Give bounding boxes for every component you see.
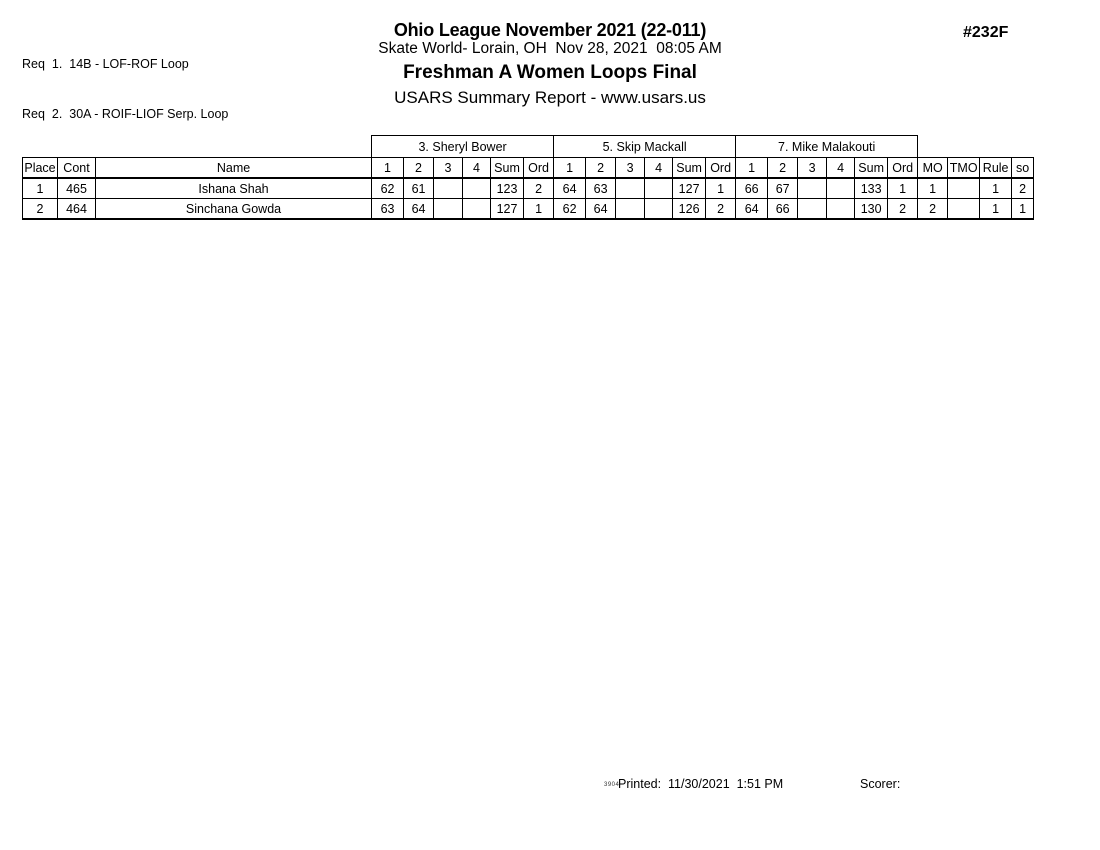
mo-cell: 2 xyxy=(918,199,948,220)
ord-cell: 1 xyxy=(524,199,554,220)
printed-timestamp: Printed: 11/30/2021 1:51 PM xyxy=(618,777,784,791)
col-tmo: TMO xyxy=(948,158,980,179)
col-j3-3: 3 xyxy=(798,158,827,179)
results-table xyxy=(22,135,1034,220)
report-type-line: USARS Summary Report - www.usars.us xyxy=(394,88,706,107)
tmo-cell xyxy=(948,178,980,199)
score-cell: 62 xyxy=(554,199,586,220)
col-place: Place xyxy=(23,158,58,179)
judge-row-spacer-left xyxy=(23,136,372,158)
column-header-row xyxy=(23,158,1034,179)
col-j3-4: 4 xyxy=(827,158,855,179)
report-header xyxy=(0,20,1100,110)
score-cell xyxy=(434,199,463,220)
sum-cell: 127 xyxy=(673,178,706,199)
event-title: Freshman A Women Loops Final xyxy=(403,62,697,83)
cont-cell: 464 xyxy=(58,199,96,220)
col-j1-4: 4 xyxy=(463,158,491,179)
ord-cell: 2 xyxy=(706,199,736,220)
result-row-2 xyxy=(23,199,1034,220)
col-rule: Rule xyxy=(980,158,1012,179)
col-j2-3: 3 xyxy=(616,158,645,179)
col-j1-ord: Ord xyxy=(524,158,554,179)
place-cell: 1 xyxy=(23,178,58,199)
ord-cell: 2 xyxy=(888,199,918,220)
score-cell xyxy=(645,178,673,199)
col-j3-2: 2 xyxy=(768,158,798,179)
score-cell: 64 xyxy=(736,199,768,220)
judge-header-row xyxy=(23,136,1034,158)
sum-cell: 126 xyxy=(673,199,706,220)
score-cell xyxy=(827,199,855,220)
scorer-label: Scorer: xyxy=(860,777,901,791)
score-cell: 62 xyxy=(372,178,404,199)
score-cell: 64 xyxy=(554,178,586,199)
ord-cell: 1 xyxy=(888,178,918,199)
so-cell: 1 xyxy=(1012,199,1034,220)
col-j1-1: 1 xyxy=(372,158,404,179)
mo-cell: 1 xyxy=(918,178,948,199)
event-number: #232F xyxy=(963,24,1009,41)
col-j2-sum: Sum xyxy=(673,158,706,179)
score-cell xyxy=(463,178,491,199)
cont-cell: 465 xyxy=(58,178,96,199)
venue-date-line: Skate World- Lorain, OH Nov 28, 2021 08:05 AM xyxy=(378,40,722,57)
rule-cell: 1 xyxy=(980,178,1012,199)
score-cell: 63 xyxy=(586,178,616,199)
col-j3-1: 1 xyxy=(736,158,768,179)
col-j2-ord: Ord xyxy=(706,158,736,179)
score-cell: 66 xyxy=(768,199,798,220)
col-j2-4: 4 xyxy=(645,158,673,179)
sum-cell: 123 xyxy=(491,178,524,199)
judge-name-2: 5. Skip Mackall xyxy=(554,136,736,158)
result-row-1 xyxy=(23,178,1034,199)
score-cell xyxy=(645,199,673,220)
score-cell xyxy=(827,178,855,199)
col-mo: MO xyxy=(918,158,948,179)
ord-cell: 1 xyxy=(706,178,736,199)
req-line-2: Req 2. 30A - ROIF-LIOF Serp. Loop xyxy=(22,106,229,121)
col-name: Name xyxy=(96,158,372,179)
ord-cell: 2 xyxy=(524,178,554,199)
judge-row-spacer-right xyxy=(918,136,1034,158)
col-cont: Cont xyxy=(58,158,96,179)
col-j1-2: 2 xyxy=(404,158,434,179)
score-cell xyxy=(798,178,827,199)
place-cell: 2 xyxy=(23,199,58,220)
score-cell: 61 xyxy=(404,178,434,199)
version-mark: 3904 xyxy=(604,782,620,788)
score-cell xyxy=(463,199,491,220)
name-cell: Sinchana Gowda xyxy=(96,199,372,220)
col-j1-sum: Sum xyxy=(491,158,524,179)
sum-cell: 130 xyxy=(855,199,888,220)
judge-name-1: 3. Sheryl Bower xyxy=(372,136,554,158)
col-j3-ord: Ord xyxy=(888,158,918,179)
req-line-1: Req 1. 14B - LOF-ROF Loop xyxy=(22,57,189,71)
judge-name-3: 7. Mike Malakouti xyxy=(736,136,918,158)
score-cell xyxy=(616,178,645,199)
score-cell: 67 xyxy=(768,178,798,199)
col-j2-2: 2 xyxy=(586,158,616,179)
tmo-cell xyxy=(948,199,980,220)
score-cell: 64 xyxy=(404,199,434,220)
col-so: so xyxy=(1012,158,1034,179)
score-cell: 63 xyxy=(372,199,404,220)
competition-title: Ohio League November 2021 (22-011) xyxy=(393,20,707,40)
score-cell: 66 xyxy=(736,178,768,199)
sum-cell: 127 xyxy=(491,199,524,220)
col-j3-sum: Sum xyxy=(855,158,888,179)
so-cell: 2 xyxy=(1012,178,1034,199)
col-j2-1: 1 xyxy=(554,158,586,179)
score-cell: 64 xyxy=(586,199,616,220)
score-cell xyxy=(616,199,645,220)
rule-cell: 1 xyxy=(980,199,1012,220)
score-cell xyxy=(798,199,827,220)
name-cell: Ishana Shah xyxy=(96,178,372,199)
sum-cell: 133 xyxy=(855,178,888,199)
col-j1-3: 3 xyxy=(434,158,463,179)
score-cell xyxy=(434,178,463,199)
